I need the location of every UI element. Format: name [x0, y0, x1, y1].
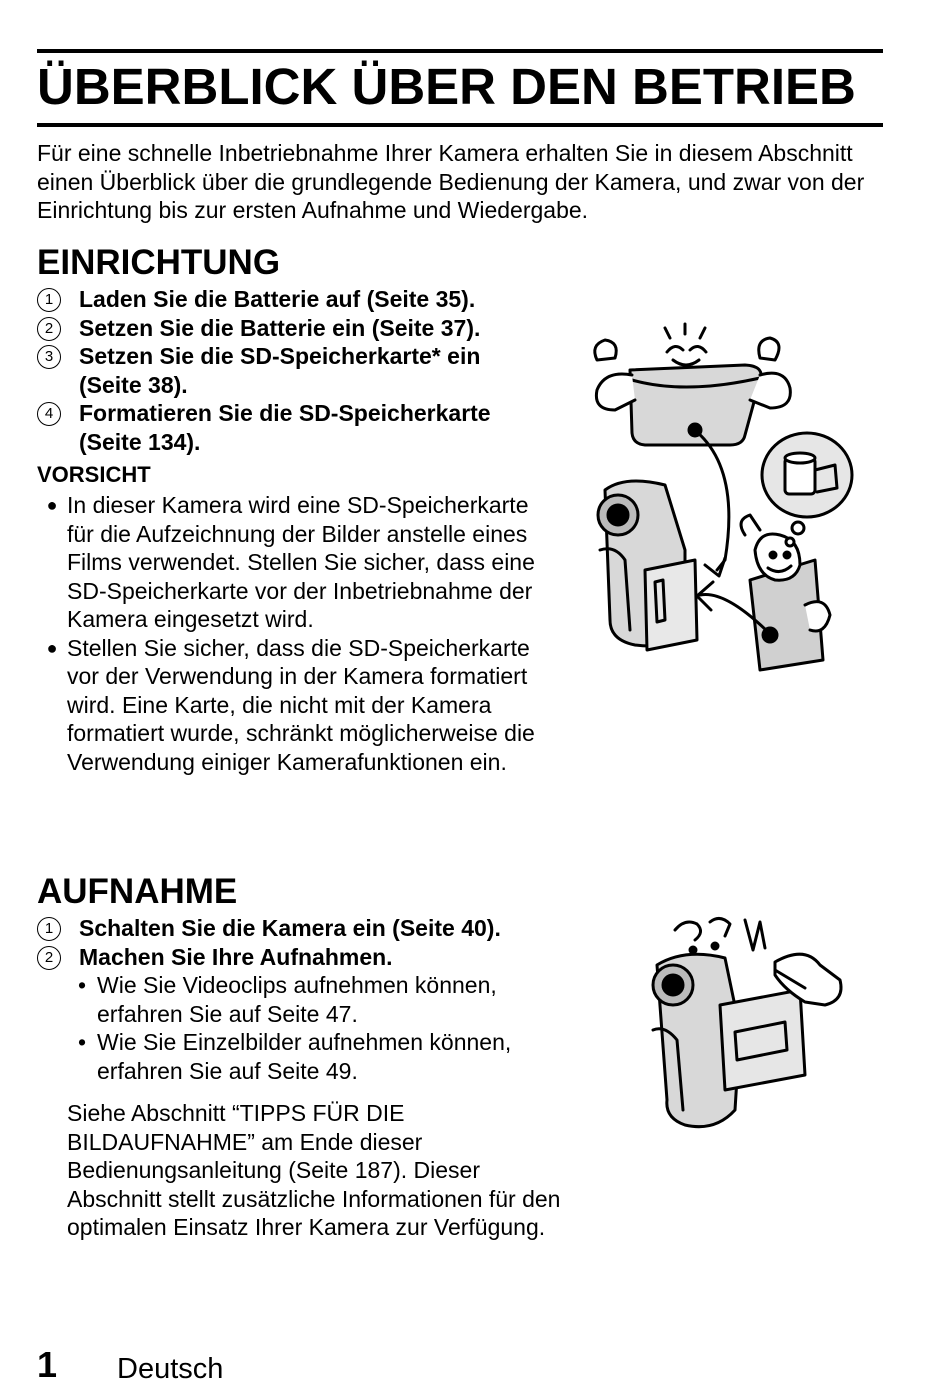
bullet-dot-icon: •: [77, 972, 87, 998]
setup-step-text: Laden Sie die Batterie auf (Seite 35).: [79, 286, 476, 312]
bullet-dot-icon: ●: [46, 495, 58, 515]
recording-step-text: Schalten Sie die Kamera ein (Seite 40).: [79, 915, 501, 941]
caution-label: VORSICHT: [37, 462, 151, 487]
bullet-dot-icon: •: [77, 1029, 87, 1055]
sub-bullet: [67, 971, 567, 1028]
setup-step-text: Setzen Sie die SD-Speicherkarte* ein (Seite 38).: [79, 343, 481, 398]
step-number-badge: 4: [37, 402, 61, 426]
caution-bullet: [37, 491, 557, 634]
setup-step-text: Formatieren Sie die SD-Speicherkarte (Seite 134).: [79, 400, 491, 455]
setup-step: [37, 285, 557, 314]
sub-bullet: [67, 1028, 567, 1085]
title-rule-top: [37, 49, 883, 53]
sd-card-character-icon: [697, 515, 830, 670]
intro-paragraph: Für eine schnelle Inbetriebnahme Ihrer Kamera erhalten Sie in diesem Abschnitt einen Überblick über die grundlegende Bedienung der Kamera, und zwar von der Einrichtung bis zur ersten Aufnahme und Wiedergabe.: [37, 140, 865, 223]
caution-bullet: [37, 634, 557, 777]
setup-illustration: [585, 320, 870, 680]
step-number-badge: 1: [37, 917, 61, 941]
step-number-badge: 1: [37, 288, 61, 312]
setup-steps-list: [37, 285, 557, 456]
step-number-badge: 2: [37, 946, 61, 970]
tips-note: Siehe Abschnitt “TIPPS FÜR DIE BILDAUFNAHME” am Ende dieser Bedienungsanleitung (Seite 187). Dieser Abschnitt stellt zusätzliche Informationen für den optimalen Einsatz Ihrer Kamera zur Verfügung.: [67, 1100, 561, 1240]
recording-illustration: [645, 910, 875, 1140]
caution-bullets: [37, 491, 557, 776]
sub-bullet-text: Wie Sie Videoclips aufnehmen können, erfahren Sie auf Seite 47.: [97, 972, 497, 1027]
page-title: ÜBERBLICK ÜBER DEN BETRIEB: [37, 58, 856, 115]
setup-step: [37, 399, 557, 456]
page-number: 1: [37, 1344, 58, 1385]
recording-sub-bullets: [67, 971, 567, 1085]
title-rule-bottom: [37, 123, 883, 127]
recording-step-text: Machen Sie Ihre Aufnahmen.: [79, 943, 393, 970]
camera-icon: [598, 481, 697, 650]
bullet-dot-icon: ●: [46, 637, 58, 658]
step-number-badge: 3: [37, 345, 61, 369]
recording-step: [37, 943, 557, 972]
language-label: Deutsch: [117, 1353, 224, 1385]
recording-heading: AUFNAHME: [37, 872, 238, 911]
step-number-badge: 2: [37, 317, 61, 341]
caution-bullet-text: In dieser Kamera wird eine SD-Speicherkarte für die Aufzeichnung der Bilder anstelle eines Films verwendet. Stellen Sie sicher, dass eine SD-Speicherkarte vor der Inbetriebnahme der Kamera eingesetzt wird.: [67, 492, 535, 632]
setup-heading: EINRICHTUNG: [37, 243, 281, 282]
setup-step: [37, 342, 557, 399]
setup-step-text: Setzen Sie die Batterie ein (Seite 37).: [79, 314, 481, 341]
film-roll-thought-icon: [762, 433, 852, 546]
caution-bullet-text: Stellen Sie sicher, dass die SD-Speicherkarte vor der Verwendung in der Kamera formatiert wird. Eine Karte, die nicht mit der Kamera formatiert wurde, schränkt möglicherweise die Verwendung einiger Kamerafunktionen ein.: [67, 634, 535, 775]
camera-icon: [653, 954, 841, 1127]
recording-steps-list: [37, 914, 557, 971]
recording-step: [37, 914, 557, 943]
setup-step: [37, 314, 557, 343]
sub-bullet-text: Wie Sie Einzelbilder aufnehmen können, erfahren Sie auf Seite 49.: [97, 1029, 512, 1084]
